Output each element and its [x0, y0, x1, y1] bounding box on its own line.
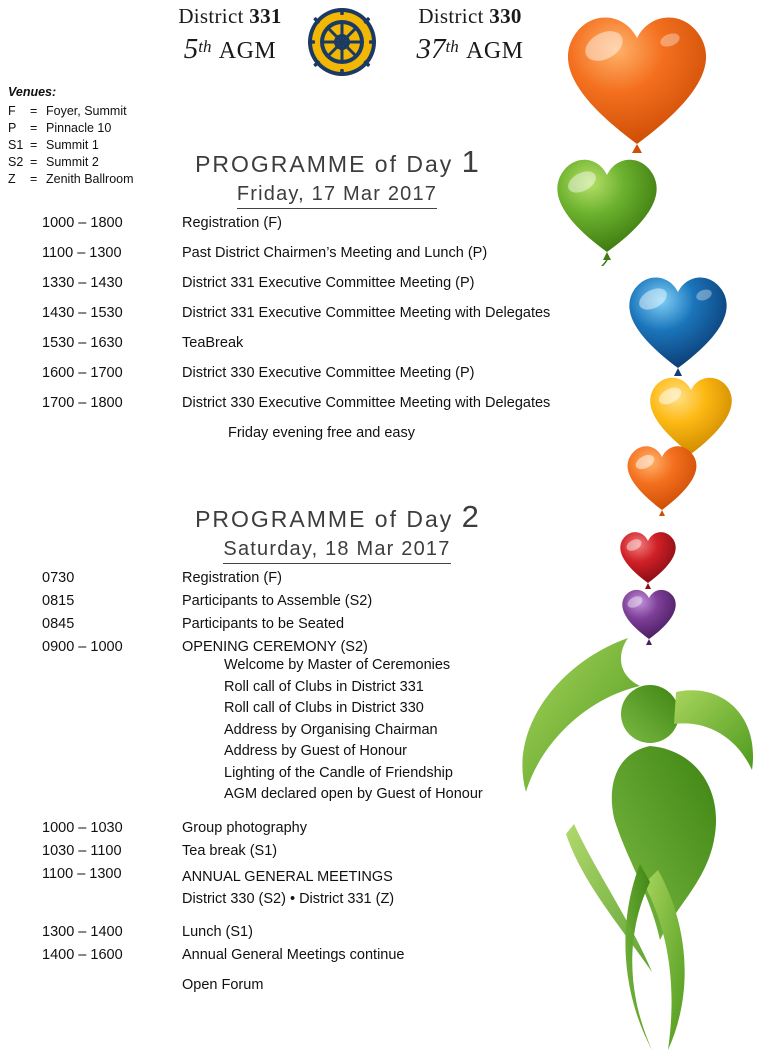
schedule-row [0, 616, 642, 639]
balloon-heart-orange-large [552, 4, 722, 159]
schedule-row [0, 365, 688, 395]
ceremony-item: AGM declared open by Guest of Honour [224, 786, 483, 802]
header-district-331 [150, 4, 310, 66]
row-desc [182, 866, 642, 924]
venue-equals: = [30, 138, 38, 152]
row-desc [182, 639, 642, 820]
venue-equals: = [30, 155, 38, 169]
agm-331-line [150, 33, 310, 66]
schedule-row-ceremony [0, 639, 642, 820]
venue-name: Summit 1 [46, 138, 99, 152]
row-desc: Lunch (S1) [182, 923, 253, 940]
row-time: 0815 [42, 593, 75, 609]
row-time: 1030 – 1100 [42, 842, 122, 859]
ceremony-item: Roll call of Clubs in District 331 [224, 678, 424, 695]
schedule-row [0, 977, 642, 1007]
day2-schedule [0, 570, 642, 1007]
district-331-line [150, 4, 310, 29]
row-desc: Tea break (S1) [182, 842, 278, 859]
day2-title [172, 499, 502, 535]
day1-title-text: PROGRAMME of Day [195, 151, 454, 177]
document-header [0, 0, 560, 90]
agm-heading: ANNUAL GENERAL MEETINGS [182, 868, 393, 885]
venue-code: P [8, 121, 17, 135]
schedule-row [0, 215, 688, 245]
row-time: 0730 [42, 570, 75, 586]
venues-legend [8, 84, 178, 188]
row-desc: Participants to Assemble (S2) [182, 593, 373, 609]
agm-label: AGM [465, 38, 524, 64]
day2-heading [172, 499, 502, 564]
schedule-row [0, 245, 688, 275]
venue-name: Foyer, Summit [46, 104, 127, 118]
venue-equals: = [30, 104, 38, 118]
schedule-row [0, 924, 642, 947]
agm-ordinal-number: 5 [183, 33, 199, 65]
day2-number: 2 [461, 499, 479, 534]
row-time: 1330 – 1430 [42, 275, 123, 291]
venue-name: Pinnacle 10 [46, 121, 112, 135]
rotary-wheel-logo [306, 6, 378, 78]
ceremony-item: Welcome by Master of Ceremonies [224, 657, 451, 673]
venue-code: Z [8, 172, 16, 186]
row-desc: Registration (F) [182, 570, 282, 586]
venue-equals: = [30, 172, 38, 186]
row-time: 1000 – 1800 [42, 215, 123, 231]
venue-code: S2 [8, 155, 24, 169]
agm-ordinal-suffix: th [445, 37, 459, 56]
venue-row [8, 137, 134, 154]
venue-code: F [8, 104, 16, 118]
row-time [0, 977, 182, 1007]
header-district-330 [385, 4, 555, 66]
row-desc: Open Forum [182, 976, 264, 993]
venue-name: Zenith Ballroom [46, 172, 134, 186]
schedule-row [0, 820, 642, 843]
row-desc: TeaBreak [182, 335, 244, 351]
row-desc: District 331 Executive Committee Meeting (P) [182, 275, 475, 291]
ceremony-item: Roll call of Clubs in District 330 [224, 700, 424, 716]
schedule-row-agm [0, 866, 642, 924]
row-desc: Annual General Meetings continue [182, 946, 405, 963]
schedule-row [0, 275, 688, 305]
district-number: 331 [249, 4, 282, 28]
schedule-row [0, 843, 642, 866]
row-time-empty [0, 425, 182, 455]
venue-code: S1 [8, 138, 24, 152]
row-time: 0845 [42, 616, 75, 632]
agm-venues: District 330 (S2) • District 331 (Z) [182, 890, 395, 907]
schedule-row [0, 305, 688, 335]
row-time: 1000 – 1030 [42, 819, 123, 836]
row-time: 1700 – 1800 [42, 395, 123, 411]
district-label: District [178, 4, 244, 28]
agm-ordinal-number: 37 [416, 33, 446, 65]
row-time: 1100 – 1300 [42, 245, 122, 261]
day1-date: Friday, 17 Mar 2017 [237, 183, 437, 209]
row-time: 1300 – 1400 [42, 923, 123, 940]
day2-date: Saturday, 18 Mar 2017 [223, 538, 450, 564]
row-desc: District 331 Executive Committee Meeting with Delegates [182, 305, 551, 321]
row-desc: Past District Chairmen’s Meeting and Lunch (P) [182, 245, 488, 261]
row-time: 0900 – 1000 [42, 639, 123, 655]
day1-number: 1 [461, 144, 479, 179]
row-desc: Participants to be Seated [182, 616, 345, 632]
ceremony-item: Address by Guest of Honour [224, 743, 407, 759]
row-time: 1100 – 1300 [42, 865, 122, 882]
venue-equals: = [30, 121, 38, 135]
day2-title-text: PROGRAMME of Day [195, 506, 454, 532]
day1-heading [172, 144, 502, 209]
row-desc: District 330 Executive Committee Meeting (P) [182, 365, 475, 381]
schedule-row [0, 570, 642, 593]
venue-row [8, 154, 134, 171]
venues-title: Venues: [8, 85, 57, 99]
row-desc: Group photography [182, 819, 307, 836]
row-time: 1530 – 1630 [42, 335, 123, 351]
day1-note: Friday evening free and easy [228, 425, 415, 441]
agm-330-line [385, 33, 555, 66]
agm-label: AGM [218, 38, 277, 64]
venue-row [8, 171, 134, 188]
schedule-row [0, 335, 688, 365]
row-desc: District 330 Executive Committee Meeting with Delegates [182, 395, 551, 411]
schedule-row [0, 593, 642, 616]
schedule-note-row [0, 425, 688, 455]
schedule-row [0, 395, 688, 425]
venue-name: Summit 2 [46, 155, 99, 169]
district-330-line [385, 4, 555, 29]
ceremony-items [182, 655, 642, 806]
day1-title [172, 144, 502, 180]
ceremony-item: Address by Organising Chairman [224, 721, 438, 738]
district-number: 330 [489, 4, 522, 28]
day1-schedule [0, 215, 688, 455]
row-time: 1400 – 1600 [42, 946, 123, 963]
row-desc: Registration (F) [182, 215, 282, 231]
ceremony-item: Lighting of the Candle of Friendship [224, 764, 453, 781]
schedule-row [0, 947, 642, 977]
venues-table [8, 103, 134, 188]
district-label: District [418, 4, 484, 28]
agm-ordinal-suffix: th [198, 37, 212, 56]
venue-row [8, 103, 134, 120]
row-time: 1430 – 1530 [42, 305, 123, 321]
ceremony-heading: OPENING CEREMONY (S2) [182, 639, 368, 655]
venue-row [8, 120, 134, 137]
row-time: 1600 – 1700 [42, 365, 123, 381]
